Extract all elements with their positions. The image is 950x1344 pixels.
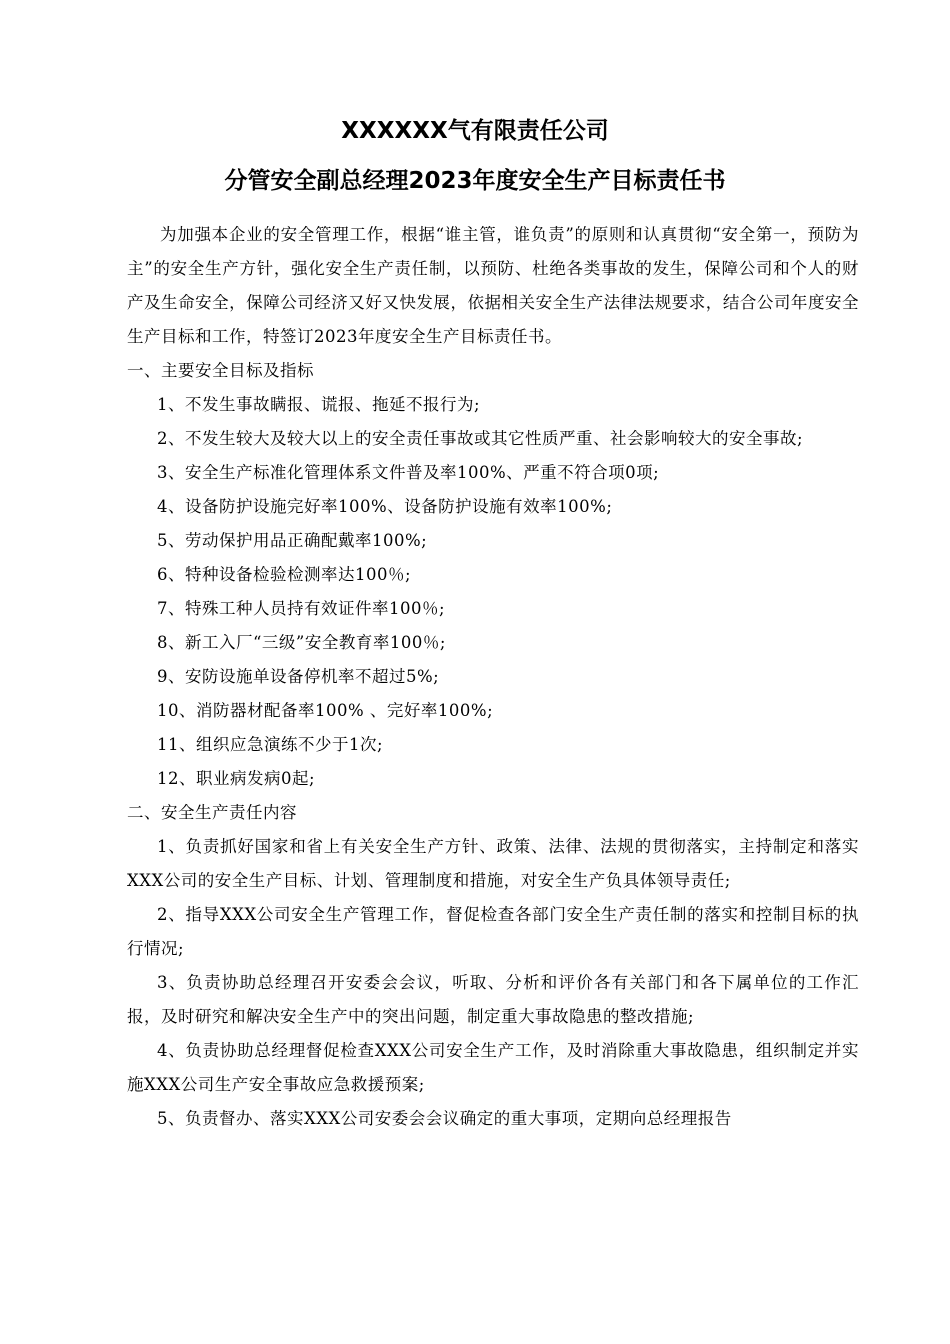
section-1-item: 10、消防器材配备率100% 、完好率100%; [157, 701, 494, 720]
section-1-item: 12、职业病发病0起; [157, 769, 316, 788]
section-1-item: 2、不发生较大及较大以上的安全责任事故或其它性质严重、社会影响较大的安全事故; [157, 429, 804, 448]
document-title: 分管安全副总经理2023年度安全生产目标责任书 [224, 168, 726, 194]
section-1-item: 4、设备防护设施完好率100%、设备防护设施有效率100%; [157, 497, 613, 516]
intro-paragraph: 为加强本企业的安全管理工作，根据“谁主管，谁负责”的原则和认真贯彻“安全第一，预防为主”的安全生产方针，强化安全生产责任制，以预防、杜绝各类事故的发生，保障公司和个人的财产及生命安全，保障公司经济又好又快发展，依据相关安全生产法律法规要求，结合公司年度安全生产目标和工作，特签订2023年度安全生产目标责任书。 [127, 225, 859, 346]
section-1-item: 7、特殊工种人员持有效证件率100％; [157, 599, 446, 618]
section-1-item: 9、安防设施单设备停机率不超过5%; [157, 667, 440, 686]
section-2-item: 5、负责督办、落实XXX公司安委会会议确定的重大事项，定期向总经理报告 [157, 1109, 732, 1128]
section-2-heading: 二、安全生产责任内容 [127, 803, 297, 822]
company-title: XXXXXX气有限责任公司 [341, 118, 609, 144]
section-1-item: 5、劳动保护用品正确配戴率100%; [157, 531, 428, 550]
section-1-item: 6、特种设备检验检测率达100％; [157, 565, 412, 584]
section-1-item: 3、安全生产标准化管理体系文件普及率100%、严重不符合项0项; [157, 463, 660, 482]
section-1-item: 1、不发生事故瞒报、谎报、拖延不报行为; [157, 395, 481, 414]
document-body [127, 218, 859, 1136]
section-1-item: 11、组织应急演练不少于1次; [157, 735, 384, 754]
section-1-item: 8、新工入厂“三级”安全教育率100％; [157, 633, 446, 652]
section-2-item: 1、负责抓好国家和省上有关安全生产方针、政策、法律、法规的贯彻落实，主持制定和落实XXX公司的安全生产目标、计划、管理制度和措施，对安全生产负具体领导责任; [127, 837, 859, 890]
section-2-item: 3、负责协助总经理召开安委会会议，听取、分析和评价各有关部门和各下属单位的工作汇报，及时研究和解决安全生产中的突出问题，制定重大事故隐患的整改措施; [127, 973, 859, 1026]
section-2-item: 2、指导XXX公司安全生产管理工作，督促检查各部门安全生产责任制的落实和控制目标的执行情况; [127, 905, 859, 958]
section-1-heading: 一、主要安全目标及指标 [127, 361, 314, 380]
section-2-item: 4、负责协助总经理督促检查XXX公司安全生产工作，及时消除重大事故隐患，组织制定并实施XXX公司生产安全事故应急救援预案; [127, 1041, 859, 1094]
